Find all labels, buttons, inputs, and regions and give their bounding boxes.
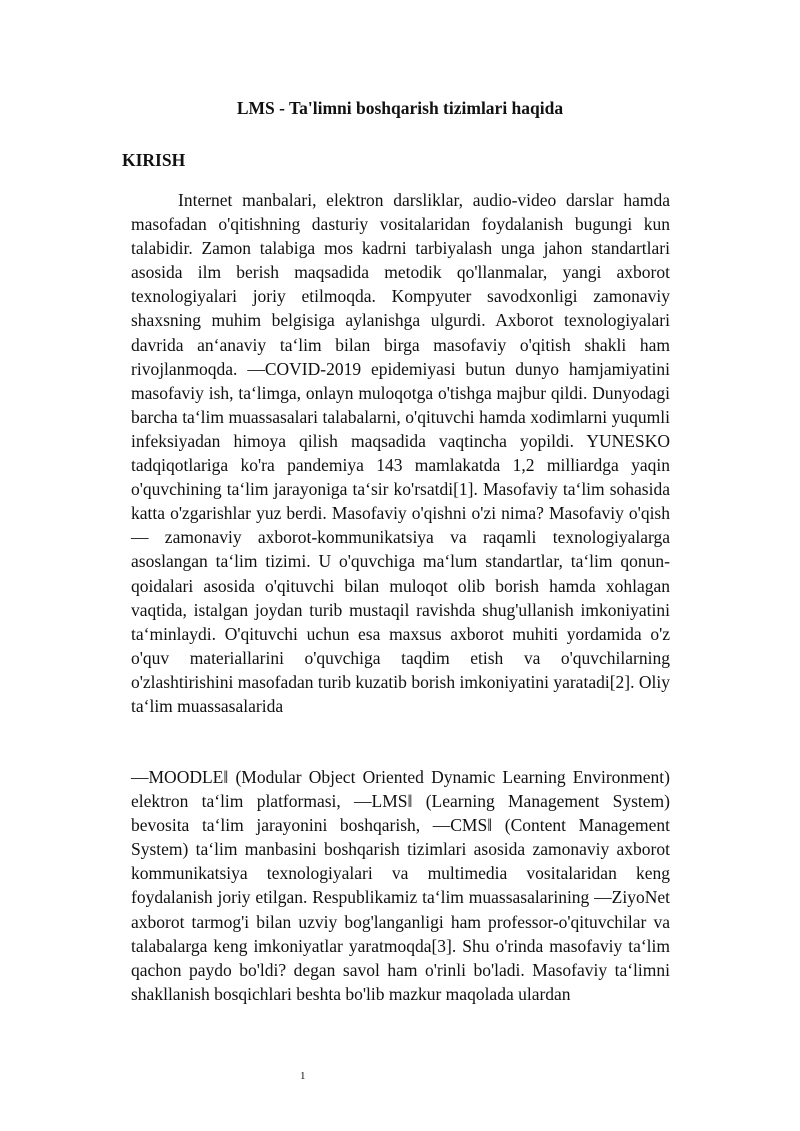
body-paragraph: ―MOODLE‖ (Modular Object Oriented Dynamic Learning Environment) elektron ta‘lim platformasi, ―LMS‖ (Learning Management System) bevosita ta‘lim jarayonini boshqarish, ―CMS‖ (Content Management System) ta‘lim manbasini boshqarish tizimlari asosida zamonaviy axborot kommunikatsiya texnologiyalari va multimedia vositalaridan keng foydalanish joriy etilgan. Respublikamiz ta‘lim muassasalarining ―ZiyoNet axborot tarmog'i bilan uzviy bog'langanligi ham professor-o'qituvchilar va talabalarga keng imkoniyatlar yaratmoqda[3]. Shu o'rinda masofaviy ta‘lim qachon paydo bo'ldi? degan savol ham o'rinli bo'ladi. Masofaviy ta‘limni shakllanish bosqichlari beshta bo'lib mazkur maqolada ulardan — [131, 767, 670, 1004]
page-number: 1 — [300, 1070, 306, 1082]
section-heading: KIRISH — [122, 150, 186, 170]
body-paragraph: Internet manbalari, elektron darsliklar, audio-video darslar hamda masofadan o'qitishning dasturiy vositalaridan foydalanish bugungi kun talabidir. Zamon talabiga mos kadrni tarbiyalash unga jahon standartlari asosida ilm berish maqsadida metodik qo'llanmalar, yangi axborot texnologiyalari joriy etilmoqda. Kompyuter savodxonligi zamonaviy shaxsning muhim belgisiga aylanishga ulgurdi. Axborot texnologiyalari davrida an‘anaviy ta‘lim bilan birga masofaviy o'qitish shakli ham rivojlanmoqda. ―COVID-2019 epidemiyasi butun dunyo hamjamiyatini masofaviy ish, ta‘limga, onlayn muloqotga o'tishga majbur qildi. Dunyodagi barcha ta‘lim muassasalari talabalarni, o'qituvchi hamda xodimlarni yuqumli infeksiyadan himoya qilish maqsadida vaqtincha yopildi. YUNESKO tadqiqotlariga ko'ra pandemiya 143 mamlakatda 1,2 milliardga yaqin o'quvchining ta‘lim jarayoniga ta‘sir ko'rsatdi[1]. Masofaviy ta‘lim sohasida katta o'zgarishlar yuz berdi. Masofaviy o'qishni o'zi nima? Masofaviy o'qish — zamonaviy axborot-kommunikatsiya va raqamli texnologiyalarga asoslangan ta‘lim tizimi. U o'quvchiga ma‘lum standartlar, ta‘lim qonun-qoidalari asosida o'qituvchi bilan muloqot olib borish hamda xohlagan vaqtida, istalgan joydan turib mustaqil ravishda shug'ullanish imkoniyatini ta‘minlaydi. O'qituvchi uchun esa maxsus axborot muhiti yordamida o'z o'quv materiallarini o'quvchiga taqdim etish va o'quvchilarning o'zlashtirishini masofadan turib kuzatib borish imkoniyatini yaratadi[2]. Oliy ta‘lim muassasalarida — [131, 190, 670, 716]
document-title: LMS - Ta'limni boshqarish tizimlari haqida — [236, 98, 564, 118]
